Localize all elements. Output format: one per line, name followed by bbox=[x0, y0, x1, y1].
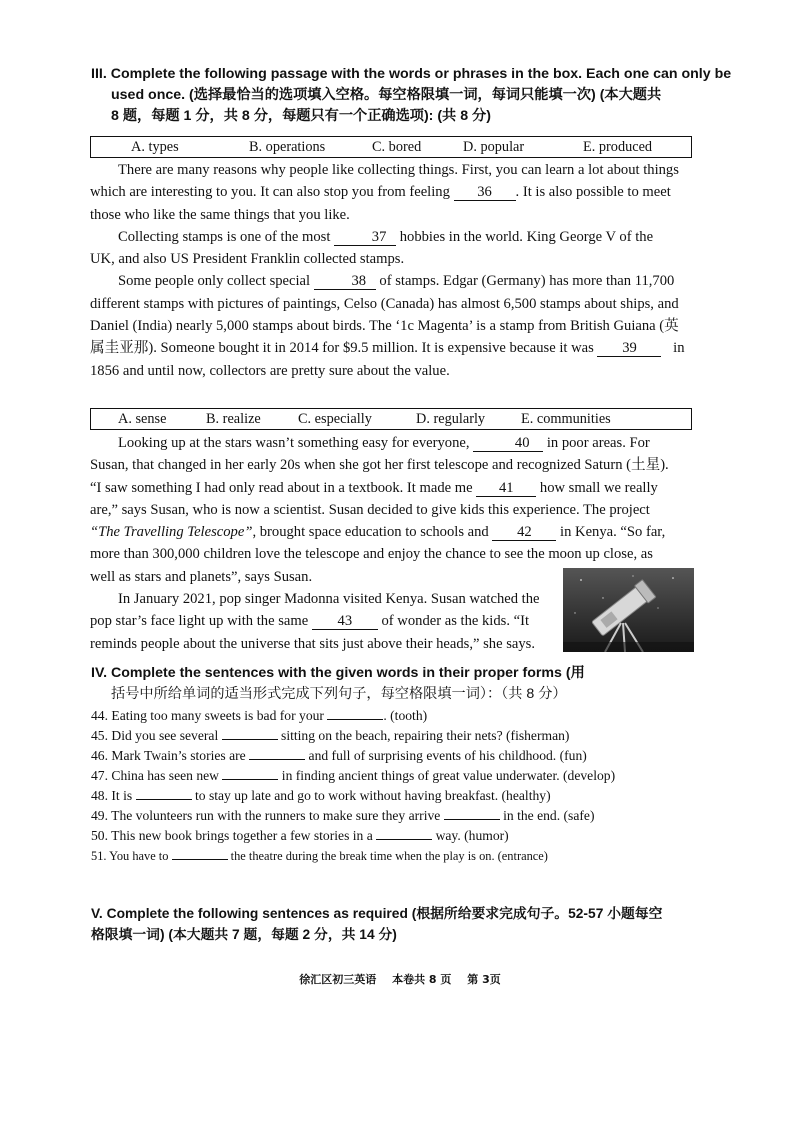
passage-3 bbox=[90, 588, 560, 655]
box2-option-c: C. especially bbox=[298, 410, 372, 427]
passage5-text: pop star’s face light up with the same bbox=[90, 613, 309, 630]
passage5-line1: In January 2021, pop singer Madonna visited Kenya. Susan watched the bbox=[118, 591, 540, 607]
word-box-1 bbox=[90, 136, 692, 158]
passage1-line1: There are many reasons why people like collecting things. First, you can learn a lot about things bbox=[118, 162, 679, 178]
passage3-line3: Daniel (India) nearly 5,000 stamps about birds. The ‘1c Magenta’ is a stamp from British Guiana (英 bbox=[90, 318, 679, 335]
answer-blank-51[interactable] bbox=[172, 846, 228, 860]
section-5-heading-line2: 格限填一词) (本大题共 7 题，每题 2 分，共 14 分) bbox=[91, 927, 397, 942]
passage3-text: of stamps. Edgar (Germany) has more than 11,700 bbox=[379, 273, 675, 290]
section-3-heading-line1: III. Complete the following passage with the words or phrases in the box. Each one can only be bbox=[91, 66, 732, 82]
blank-43[interactable]: 43 bbox=[312, 613, 378, 630]
question-text: 51. You have to bbox=[91, 849, 169, 863]
answer-blank-45[interactable] bbox=[222, 726, 278, 740]
blank-39[interactable]: 39 bbox=[597, 340, 661, 357]
passage5-text: of wonder as the kids. “It bbox=[381, 613, 530, 630]
section-5-heading-line1: V. Complete the following sentences as required (根据所给要求完成句子。52-57 小题每空 bbox=[91, 906, 663, 921]
passage1-line2 bbox=[90, 181, 700, 203]
blank-42[interactable]: 42 bbox=[492, 524, 556, 541]
passage3-text: 属圭亚那). Someone bought it in 2014 for $9.5 million. It is expensive because it was bbox=[90, 340, 594, 357]
box2-option-b: B. realize bbox=[206, 410, 261, 427]
question-text: 45. Did you see several bbox=[91, 728, 219, 743]
passage1-text: which are interesting to you. It can also stop you from feeling bbox=[90, 184, 450, 201]
section-3-heading-line3: 8 题，每题 1 分，共 8 分，每题只有一个正确选项): (共 8 分) bbox=[111, 108, 491, 124]
box2-option-d: D. regularly bbox=[416, 410, 486, 427]
passage4-text: in poor areas. For bbox=[546, 435, 650, 451]
passage3-line4 bbox=[90, 337, 700, 359]
question-51 bbox=[91, 846, 548, 865]
section-4-heading-line1: IV. Complete the sentences with the given words in their proper forms (用 bbox=[91, 665, 585, 681]
question-49 bbox=[91, 806, 594, 825]
answer-blank-44[interactable] bbox=[327, 706, 383, 720]
question-text: . (tooth) bbox=[383, 708, 428, 723]
footer-district: 徐汇区初三英语 bbox=[299, 973, 377, 986]
telescope-photo bbox=[563, 568, 694, 652]
answer-blank-46[interactable] bbox=[249, 746, 305, 760]
section-4-heading bbox=[91, 663, 711, 705]
question-44 bbox=[91, 706, 427, 725]
passage5-line2 bbox=[90, 610, 560, 632]
passage4-text: how small we really bbox=[539, 479, 658, 496]
passage4-text: “I saw something I had only read about in a textbook. It made me bbox=[90, 479, 473, 496]
question-48 bbox=[91, 786, 551, 805]
box1-option-c: C. bored bbox=[372, 138, 422, 155]
question-text: 47. China has seen new bbox=[91, 768, 219, 783]
passage3-line5: 1856 and until now, collectors are pretty sure about the value. bbox=[90, 362, 450, 379]
blank-41[interactable]: 41 bbox=[476, 480, 536, 497]
question-text: in finding ancient things of great value underwater. (develop) bbox=[281, 768, 616, 783]
section-3-heading-line2: used once. (选择最恰当的选项填入空格。每空格限填一词，每词只能填一次) (本大题共 bbox=[111, 87, 662, 103]
passage1-text: . It is also possible to meet bbox=[515, 184, 671, 201]
passage4-line3 bbox=[90, 477, 700, 499]
page-footer bbox=[0, 971, 800, 987]
box1-option-b: B. operations bbox=[249, 138, 326, 155]
blank-37[interactable]: 37 bbox=[334, 229, 396, 246]
box2-option-e: E. communities bbox=[521, 410, 611, 427]
passage-1 bbox=[90, 159, 700, 382]
question-text: and full of surprising events of his childhood. (fun) bbox=[308, 748, 587, 763]
answer-blank-48[interactable] bbox=[136, 786, 192, 800]
passage3-line2: different stamps with pictures of paintings, Celso (Canada) has almost 6,500 stamps about ships, and bbox=[90, 295, 679, 312]
passage1-line3: those who like the same things that you like. bbox=[90, 206, 350, 223]
passage-2 bbox=[90, 432, 700, 588]
passage2-text: hobbies in the world. King George V of the bbox=[399, 228, 654, 245]
answer-blank-47[interactable] bbox=[222, 766, 278, 780]
blank-40[interactable]: 40 bbox=[473, 435, 543, 452]
question-text: 50. This new book brings together a few stories in a bbox=[91, 828, 373, 843]
box1-option-a: A. types bbox=[131, 138, 179, 155]
box1-option-e: E. produced bbox=[583, 138, 653, 155]
question-45 bbox=[91, 726, 569, 745]
passage4-text: , brought space education to schools and bbox=[252, 524, 489, 541]
question-46 bbox=[91, 746, 587, 765]
question-text: sitting on the beach, repairing their nets? (fisherman) bbox=[281, 728, 570, 743]
passage3-text: in bbox=[673, 340, 685, 357]
passage2-text: Collecting stamps is one of the most bbox=[118, 228, 331, 245]
passage4-line4: are,” says Susan, who is now a scientist. Susan decided to give kids this experience. The project bbox=[90, 501, 650, 518]
question-text: the theatre during the break time when the play is on. (entrance) bbox=[230, 849, 548, 863]
question-50 bbox=[91, 826, 509, 845]
footer-pages: 本卷共 8 页 bbox=[392, 973, 452, 986]
passage4-text: Looking up at the stars wasn’t something easy for everyone, bbox=[118, 435, 470, 451]
question-47 bbox=[91, 766, 615, 785]
box1-option-d: D. popular bbox=[463, 138, 525, 155]
passage3-text: Some people only collect special bbox=[118, 273, 311, 290]
project-title: “The Travelling Telescope” bbox=[90, 524, 253, 541]
section-3-heading bbox=[91, 64, 732, 127]
blank-38[interactable]: 38 bbox=[314, 273, 376, 290]
passage4-text: in Kenya. “So far, bbox=[560, 524, 666, 541]
question-text: 49. The volunteers run with the runners to make sure they arrive bbox=[91, 808, 441, 823]
question-text: in the end. (safe) bbox=[503, 808, 595, 823]
section-4-heading-line2: 括号中所给单词的适当形式完成下列句子，每空格限填一词）：（共 8 分） bbox=[111, 686, 567, 702]
question-text: to stay up late and go to work without having breakfast. (healthy) bbox=[194, 788, 551, 803]
passage3-line1 bbox=[90, 270, 700, 292]
question-text: 46. Mark Twain’s stories are bbox=[91, 748, 246, 763]
answer-blank-49[interactable] bbox=[444, 806, 500, 820]
passage2-line1 bbox=[90, 226, 700, 248]
section-5-heading bbox=[91, 903, 711, 945]
answer-blank-50[interactable] bbox=[376, 826, 432, 840]
passage5-line3: reminds people about the universe that sits just above their heads,” she says. bbox=[90, 635, 536, 652]
blank-36[interactable]: 36 bbox=[454, 184, 516, 201]
question-text: 48. It is bbox=[91, 788, 133, 803]
passage4-line7: well as stars and planets”, says Susan. bbox=[90, 568, 313, 585]
passage4-line6: more than 300,000 children love the telescope and enjoy the chance to see the moon up close, as bbox=[90, 546, 653, 563]
passage4-line5 bbox=[90, 521, 700, 543]
passage4-line1 bbox=[90, 432, 700, 454]
telescope-icon bbox=[563, 568, 694, 652]
word-box-2 bbox=[90, 408, 692, 430]
question-text: way. (humor) bbox=[435, 828, 509, 843]
passage2-line2: UK, and also US President Franklin collected stamps. bbox=[90, 251, 405, 268]
footer-page-number: 第 3页 bbox=[467, 973, 501, 986]
question-text: 44. Eating too many sweets is bad for your bbox=[91, 708, 324, 723]
box2-option-a: A. sense bbox=[118, 410, 167, 427]
passage4-line2: Susan, that changed in her early 20s when she got her first telescope and recognized Saturn (土星). bbox=[90, 457, 669, 474]
